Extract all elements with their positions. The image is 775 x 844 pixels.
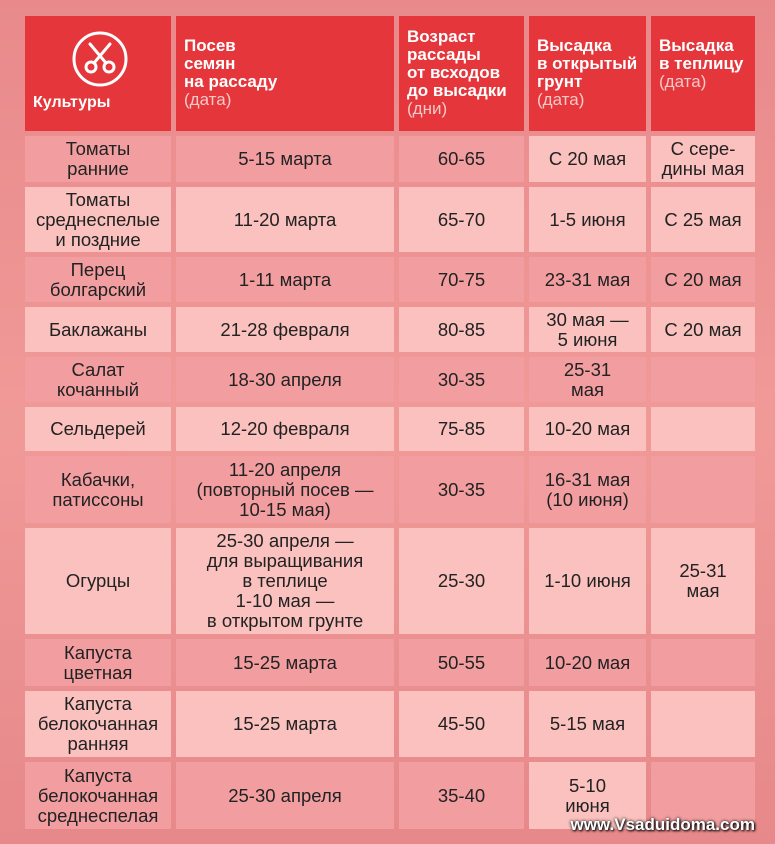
site-watermark: www.Vsaduidoma.com: [570, 815, 755, 834]
header-greenhouse: [651, 16, 755, 131]
scissors-icon: [71, 30, 129, 88]
cell-open-ground: С 20 мая: [548, 148, 627, 169]
cell-sowing: 25-30 апреля — для выращивания в теплице 1-10 мая — в открытом грунте: [206, 530, 364, 631]
cell-culture: Капуста цветная: [63, 641, 133, 683]
table-row: [25, 187, 755, 252]
cell-sowing: 15-25 марта: [233, 651, 337, 673]
cell-sowing: 12-20 февраля: [220, 418, 350, 439]
cell-greenhouse: С 25 мая: [664, 208, 742, 230]
cell-open-ground: 16-31 мая (10 июня): [544, 468, 631, 510]
table-row: [25, 528, 755, 634]
cell-culture: Капуста белокочанная ранняя: [37, 693, 159, 754]
header-sowing: [176, 16, 394, 131]
cell-open-ground: 1-5 июня: [549, 208, 626, 230]
cell-open-ground: 10-20 мая: [544, 418, 631, 439]
cell-greenhouse: С сере- дины мая: [661, 138, 745, 179]
cell-age: 70-75: [437, 268, 486, 290]
cell-culture: Перец болгарский: [49, 258, 147, 300]
cell-open-ground: 25-31 мая: [563, 358, 612, 400]
seedling-schedule-table: [20, 11, 760, 834]
cell-age: 45-50: [437, 713, 486, 734]
cell-open-ground: 5-10 июня: [565, 774, 610, 816]
cell-open-ground: 30 мая — 5 июня: [546, 308, 629, 350]
cell-sowing: 15-25 марта: [233, 713, 337, 734]
cell-age: 80-85: [437, 318, 486, 340]
header-open-ground-unit: (дата): [537, 90, 585, 109]
cell-greenhouse: С 20 мая: [664, 318, 742, 340]
cell-sowing: 21-28 февраля: [220, 318, 350, 340]
cell-culture: Томаты ранние: [65, 138, 131, 179]
header-greenhouse-label: Высадка в теплицу: [659, 36, 744, 73]
cell-culture: Баклажаны: [49, 318, 147, 340]
cell-sowing: 1-11 марта: [238, 268, 332, 290]
cell-greenhouse: 25-31 мая: [679, 560, 727, 601]
table-row: [25, 407, 755, 451]
header-culture-label: Культуры: [33, 94, 111, 111]
cell-open-ground: 1-10 июня: [544, 570, 631, 591]
cell-open-ground: 10-20 мая: [544, 651, 631, 673]
cell-culture: Капуста белокочанная среднеспелая: [37, 764, 159, 826]
cell-culture: Кабачки, патиссоны: [52, 468, 144, 510]
cell-culture: Салат кочанный: [56, 358, 140, 400]
header-age-label: Возраст рассады от всходов до высадки: [407, 27, 507, 100]
cell-open-ground: 5-15 мая: [549, 713, 626, 734]
header-open-ground: [529, 16, 646, 131]
cell-age: 30-35: [437, 478, 486, 500]
cell-age: 30-35: [437, 368, 486, 390]
cell-age: 75-85: [437, 418, 486, 439]
cell-sowing: 18-30 апреля: [228, 368, 342, 390]
cell-age: 65-70: [437, 208, 486, 230]
cell-age: 60-65: [437, 148, 486, 169]
cell-culture: Томаты среднеспелые и поздние: [35, 188, 161, 250]
header-row: [25, 16, 755, 131]
cell-age: 50-55: [437, 651, 486, 673]
header-age: [399, 16, 524, 131]
header-greenhouse-unit: (дата): [659, 72, 707, 91]
cell-sowing: 5-15 марта: [238, 148, 332, 169]
header-sowing-label: Посев семян на рассаду: [184, 36, 278, 91]
table-row: [25, 639, 755, 686]
table-row: [25, 257, 755, 302]
cell-culture: Сельдерей: [50, 418, 146, 439]
header-sowing-unit: (дата): [184, 90, 232, 109]
header-culture: [25, 16, 171, 131]
cell-greenhouse: С 20 мая: [664, 268, 742, 290]
table-row: [25, 136, 755, 182]
table-row: [25, 691, 755, 757]
table-row: [25, 357, 755, 402]
cell-sowing: 25-30 апреля: [228, 784, 342, 806]
header-age-unit: (дни): [407, 99, 448, 118]
cell-age: 25-30: [437, 570, 486, 591]
cell-open-ground: 23-31 мая: [544, 268, 631, 290]
header-open-ground-label: Высадка в открытый грунт: [537, 36, 638, 91]
cell-culture: Огурцы: [65, 570, 131, 591]
cell-sowing: 11-20 апреля (повторный посев — 10-15 мая): [196, 458, 374, 520]
cell-age: 35-40: [437, 784, 486, 806]
cell-sowing: 11-20 марта: [233, 208, 337, 230]
table-row: [25, 456, 755, 523]
table-row: [25, 307, 755, 352]
